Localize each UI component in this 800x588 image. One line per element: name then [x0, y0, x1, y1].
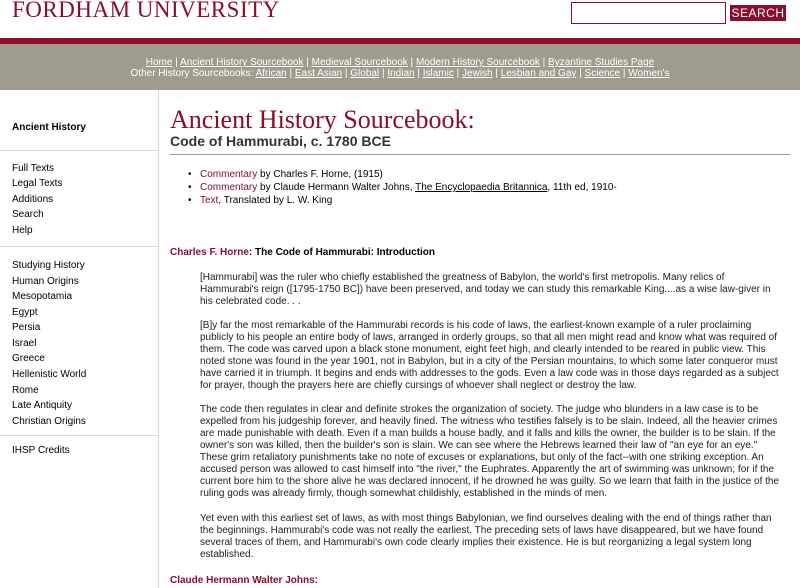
paragraph: [B]y far the most remarkable of the Hammurabi records is his code of laws, the earliest-known example of a ruler proclaiming publicly to his people an entire body of laws, arranged in orderly groups, so that all men might read and know what was required of them. The code was carved upon a black stone monument, eight feet high, and clearly intended to be reared in public view. This noted stone was found in the year 1901, not in Babylon, but in a city of the Persian mountains, to which some later conqueror must have carried it in triumph. It begins and ends with addresses to the gods. Even a law code was in those days regarded as a subject for prayer, though the prayers here are chiefly cursings of whoever shall neglect or destroy the law. — [200, 320, 779, 391]
toc-item-text: by Charles F. Horne, (1915) — [257, 169, 383, 180]
nav-modern-sourcebook[interactable]: Modern History Sourcebook — [415, 57, 540, 68]
toc-link-johns-commentary[interactable]: Commentary — [200, 182, 258, 193]
toc-item-source: The Encyclopaedia Britannica — [415, 182, 548, 193]
sidebar-item-egypt[interactable]: Egypt — [12, 307, 38, 318]
sidebar-item-persia[interactable]: Persia — [12, 322, 41, 333]
nav-jewish[interactable]: Jewish — [462, 68, 493, 79]
nav-home[interactable]: Home — [145, 57, 173, 68]
nav-african[interactable]: African — [255, 68, 287, 79]
sidebar-item-greece[interactable]: Greece — [12, 353, 45, 364]
secondary-nav: Other History Sourcebooks: African | East Asian | Global | Indian | Islamic | Jewish | Lesbian and Gay | Science | Women's — [130, 68, 670, 79]
toc-item — [188, 168, 617, 181]
section-heading-horne — [170, 247, 435, 259]
sidebar-item-hellenistic-world[interactable]: Hellenistic World — [12, 369, 87, 380]
nav-medieval-sourcebook[interactable]: Medieval Sourcebook — [311, 57, 408, 68]
sidebar-item-human-origins[interactable]: Human Origins — [12, 276, 79, 287]
toc-link-text[interactable]: Text — [200, 195, 219, 206]
section-title: : The Code of Hammurabi: Introduction — [248, 247, 436, 258]
paragraph: The code then regulates in clear and definite strokes the organization of society. The judge who blunders in a law case is to be expelled from his judgeship forever, and heavily fined. The witness who testifies falsely is to be slain. Indeed, all the heavier crimes are made punishable with death. Even if a man builds a house badly, and it falls and kills the owner, the builder is to be slain. If the owner's son was killed, then the builder's son is slain. We can see where the Hebrews learned their law of "an eye for an eye." These grim retaliatory punishments take no note of excuses or explanations, but only of the fact--with one striking exception. An accused person was allowed to cast himself into "the river," the Euphrates. Apparently the art of swimming was unknown; for if the current bore him to the shore alive he was declared innocent, if he drowned he was guilty. So we learn that faith in the justice of the ruling gods was already firmly, though somewhat childishly, established in the minds of men. — [200, 404, 780, 499]
toc-item — [188, 194, 617, 207]
sidebar-item-ihsp-credits[interactable]: IHSP Credits — [12, 445, 70, 456]
paragraph: [Hammurabi] was the ruler who chiefly established the greatness of Babylon, the world's first metropolis. Many relics of Hammurabi's reign ([1795-1750 BC]) have been preserved, and today we can study this remarkable King....as a wise law-giver in his celebrated code. . . — [200, 272, 771, 307]
sidebar-item-rome[interactable]: Rome — [12, 385, 39, 396]
page-title: Ancient History Sourcebook: — [170, 105, 475, 134]
sidebar-divider — [0, 435, 159, 436]
toc-item-text: by Claude Hermann Walter Johns, — [257, 182, 416, 193]
fordham-logo[interactable]: FORDHAM UNIVERSITY — [12, 0, 280, 22]
nav-indian[interactable]: Indian — [387, 68, 415, 79]
nav-other-label: Other History Sourcebooks: — [130, 68, 254, 79]
nav-womens[interactable]: Women's — [628, 68, 670, 79]
sidebar-item-late-antiquity[interactable]: Late Antiquity — [12, 400, 73, 411]
sidebar-item-mesopotamia[interactable]: Mesopotamia — [12, 291, 73, 302]
toc-item-text: , Translated by L. W. King — [218, 195, 333, 206]
toc-item — [188, 181, 617, 194]
sidebar-divider — [0, 150, 159, 151]
sidebar-item-israel[interactable]: Israel — [12, 338, 37, 349]
search-input[interactable] — [571, 2, 726, 24]
sidebar — [0, 90, 159, 588]
sidebar-item-search[interactable]: Search — [12, 209, 44, 220]
title-rule — [170, 154, 790, 155]
site-header — [0, 0, 800, 38]
primary-nav: Home | Ancient History Sourcebook | Medieval Sourcebook | Modern History Sourcebook | Byzantine Studies Page — [145, 57, 655, 68]
sidebar-item-studying-history[interactable]: Studying History — [12, 260, 85, 271]
page-subtitle: Code of Hammurabi, c. 1780 BCE — [170, 133, 391, 149]
toc-item-tail: , 11th ed, 1910- — [547, 182, 617, 193]
search-button[interactable]: SEARCH — [731, 6, 785, 20]
table-of-contents — [188, 168, 617, 207]
nav-science[interactable]: Science — [584, 68, 621, 79]
nav-islamic[interactable]: Islamic — [422, 68, 454, 79]
paragraph: Yet even with this earliest set of laws, as with most things Babylonian, we find ourselves dealing with the end of things rather than the beginnings. Hammurabi's code was not really the earliest. The preceding sets of laws have disappeared, but we have found several traces of them, and Hammurabi's own code clearly implies their existence. He is but reorganizing a legal system long established. — [200, 513, 772, 560]
section-heading-johns — [170, 575, 318, 587]
sidebar-item-christian-origins[interactable]: Christian Origins — [12, 416, 86, 427]
section-author: Charles F. Horne — [170, 247, 249, 258]
nav-ancient-sourcebook[interactable]: Ancient History Sourcebook — [180, 57, 304, 68]
sidebar-divider — [0, 246, 159, 247]
section-author: Claude Hermann Walter Johns: — [170, 575, 318, 586]
nav-east-asian[interactable]: East Asian — [294, 68, 343, 79]
toc-link-horne-commentary[interactable]: Commentary — [200, 169, 258, 180]
sidebar-item-help[interactable]: Help — [12, 225, 33, 236]
nav-global[interactable]: Global — [350, 68, 380, 79]
nav-byzantine-studies[interactable]: Byzantine Studies Page — [548, 57, 655, 68]
nav-lesbian-gay[interactable]: Lesbian and Gay — [500, 68, 577, 79]
sidebar-item-additions[interactable]: Additions — [12, 194, 54, 205]
sidebar-current-ancient-history[interactable]: Ancient History — [12, 122, 86, 133]
sidebar-item-full-texts[interactable]: Full Texts — [12, 163, 55, 174]
sidebar-item-legal-texts[interactable]: Legal Texts — [12, 178, 63, 189]
